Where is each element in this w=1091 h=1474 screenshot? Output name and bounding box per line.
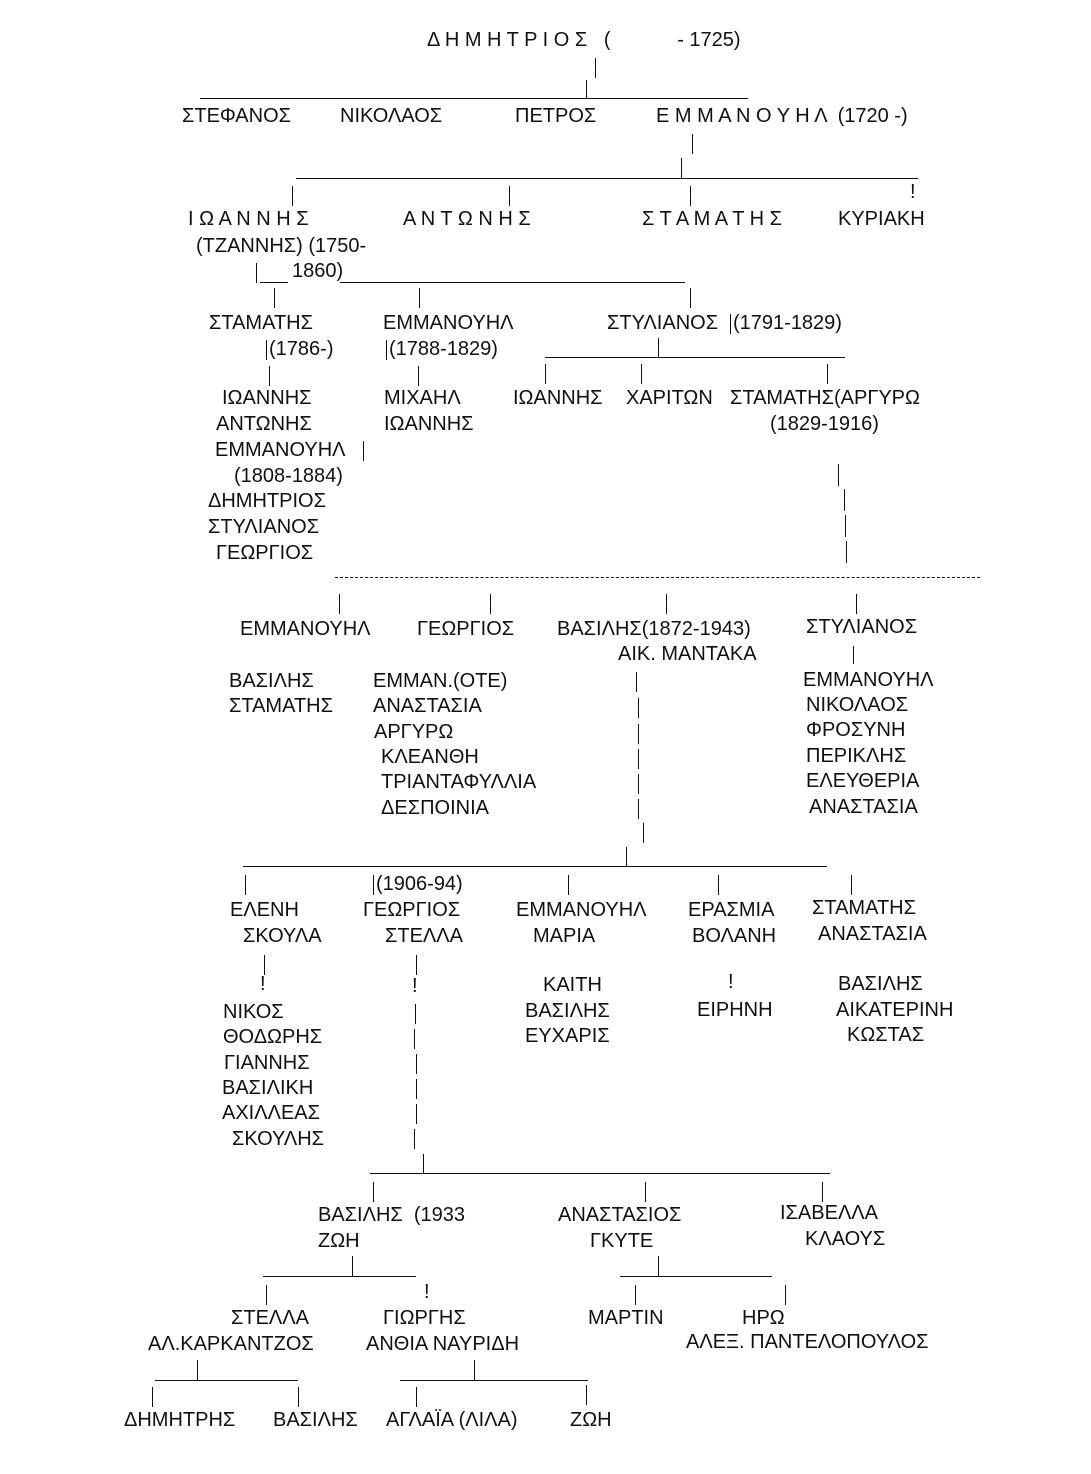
gen5-vasilis: ΒΑΣΙΛΗΣ(1872-1943) bbox=[557, 618, 751, 640]
connector bbox=[266, 1285, 267, 1305]
erasmia-mark: ! bbox=[728, 971, 734, 993]
stamatis-child: ΑΝΤΩΝΗΣ bbox=[216, 413, 312, 435]
stamatis-child: ΕΜΜΑΝΟΥΗΛ bbox=[215, 439, 346, 461]
connector bbox=[838, 464, 839, 486]
connector bbox=[416, 955, 417, 975]
erasmia-child: ΕΙΡΗΝΗ bbox=[697, 999, 773, 1021]
gen5-georgios-child: ΔΕΣΠΟΙΝΙΑ bbox=[381, 797, 489, 819]
gen2-kyriaki: ΚΥΡΙΑΚΗ bbox=[838, 208, 925, 230]
root-name: Δ Η Μ Η Τ Ρ Ι Ο Σ ( - 1725) bbox=[427, 29, 741, 51]
eleni-spouse: ΣΚΟΥΛΑ bbox=[243, 925, 322, 947]
gen5-stylianos-child: ΠΕΡΙΚΛΗΣ bbox=[806, 745, 907, 767]
eleni-child: ΓΙΑΝΝΗΣ bbox=[224, 1052, 310, 1074]
connector bbox=[636, 672, 637, 692]
gen5-stylianos-child: ΕΜΜΑΝΟΥΗΛ bbox=[803, 669, 934, 691]
gen2-stamatis: Σ Τ Α Μ Α Τ Η Σ bbox=[642, 208, 782, 230]
gen6-eleni: ΕΛΕΝΗ bbox=[230, 899, 299, 921]
gen6-stamatis-child: ΒΑΣΙΛΗΣ bbox=[838, 973, 923, 995]
gen5-georgios: ΓΕΩΡΓΙΟΣ bbox=[417, 618, 515, 640]
iro-spouse: ΑΛΕΞ. ΠΑΝΤΕΛΟΠΟΥΛΟΣ bbox=[686, 1331, 929, 1353]
connector bbox=[785, 1285, 786, 1305]
connector bbox=[638, 799, 639, 819]
connector bbox=[586, 80, 587, 98]
connector bbox=[851, 875, 852, 895]
gen6-stamatis-child: ΑΙΚΑΤΕΡΙΝΗ bbox=[836, 999, 954, 1021]
gen1-stefanos: ΣΤΕΦΑΝΟΣ bbox=[182, 105, 292, 127]
giorgis-spouse: ΑΝΘΙΑ ΝΑΥΡΙΔΗ bbox=[366, 1333, 520, 1355]
connector bbox=[595, 58, 596, 78]
connector bbox=[416, 1104, 417, 1124]
emmanouil-dates: (1788-1829) bbox=[389, 338, 498, 360]
georgios-mark: ! bbox=[412, 975, 418, 997]
ioannis-death: 1860) bbox=[292, 260, 344, 282]
gen3-stamatis: ΣΤΑΜΑΤΗΣ bbox=[209, 312, 313, 334]
connector bbox=[298, 1387, 299, 1407]
eleni-child: ΘΟΔΩΡΗΣ bbox=[223, 1026, 323, 1048]
gen6-emmanouil-child: ΒΑΣΙΛΗΣ bbox=[525, 1000, 610, 1022]
connector bbox=[690, 186, 691, 206]
connector bbox=[256, 263, 257, 283]
connector bbox=[415, 1004, 416, 1024]
gen8-stella: ΣΤΕΛΛΑ bbox=[231, 1307, 309, 1329]
connector bbox=[509, 186, 510, 206]
gen5-georgios-child: ΑΝΑΣΤΑΣΙΑ bbox=[373, 695, 482, 717]
gen5-stylianos: ΣΤΥΛΙΑΝΟΣ bbox=[806, 616, 918, 638]
gen3-stylianos: ΣΤΥΛΙΑΝΟΣ bbox=[607, 312, 719, 334]
stamatis-child-dates: (1808-1884) bbox=[234, 465, 343, 487]
gen2-line bbox=[296, 178, 918, 179]
eleni-child: ΝΙΚΟΣ bbox=[223, 1001, 284, 1023]
connector bbox=[666, 594, 667, 614]
connector bbox=[643, 823, 644, 843]
connector bbox=[414, 1129, 415, 1149]
emmanouil-child: ΜΙΧΑΗΛ bbox=[384, 387, 461, 409]
gen4-stamatis-dates: (1829-1916) bbox=[770, 413, 879, 435]
eleni-mark: ! bbox=[260, 973, 266, 995]
stamatis-child: ΓΕΩΡΓΙΟΣ bbox=[216, 542, 314, 564]
connector bbox=[856, 594, 857, 614]
connector bbox=[416, 1054, 417, 1074]
georgios-spouse: ΣΤΕΛΛΑ bbox=[385, 925, 463, 947]
connector bbox=[658, 1256, 659, 1276]
connector bbox=[269, 366, 270, 386]
gen9-zoi: ΖΩΗ bbox=[570, 1409, 612, 1431]
connector bbox=[197, 1360, 198, 1380]
gen5-stylianos-child: ΝΙΚΟΛΑΟΣ bbox=[806, 694, 909, 716]
connector bbox=[586, 1385, 587, 1405]
connector bbox=[844, 489, 845, 511]
gen9-aglaia: ΑΓΛΑΪΑ (ΛΙΛΑ) bbox=[386, 1409, 518, 1431]
gen6-line bbox=[243, 866, 827, 867]
gen6-georgios-dates: (1906-94) bbox=[376, 873, 463, 895]
connector bbox=[846, 541, 847, 563]
gen6-emmanouil-child: ΕΥΧΑΡΙΣ bbox=[525, 1025, 610, 1047]
gen2-ioannis: Ι Ω Α Ν Ν Η Σ bbox=[188, 208, 309, 230]
connector bbox=[274, 288, 275, 308]
eleni-child: ΣΚΟΥΛΗΣ bbox=[232, 1128, 325, 1150]
gen5-line bbox=[335, 577, 980, 578]
connector bbox=[638, 749, 639, 769]
gen5-emmanouil-child: ΒΑΣΙΛΗΣ bbox=[229, 670, 314, 692]
connector bbox=[416, 1079, 417, 1099]
connector bbox=[658, 338, 659, 358]
gen4-line bbox=[545, 357, 845, 358]
isavella-spouse: ΚΛΑΟΥΣ bbox=[805, 1228, 886, 1250]
gen8-line-vasilis bbox=[263, 1276, 416, 1277]
emmanouil-spouse: ΜΑΡΙΑ bbox=[533, 925, 596, 947]
gen5-emmanouil-child: ΣΤΑΜΑΤΗΣ bbox=[229, 695, 333, 717]
gen5-georgios-child: ΚΛΕΑΝΘΗ bbox=[381, 746, 479, 768]
connector bbox=[266, 340, 267, 360]
vasilis-spouse: ΑΙΚ. ΜΑΝΤΑΚΑ bbox=[618, 643, 757, 665]
connector bbox=[260, 282, 288, 283]
gen9-dimitris: ΔΗΜΗΤΡΗΣ bbox=[124, 1409, 236, 1431]
stamatis-child: ΙΩΑΝΝΗΣ bbox=[222, 387, 312, 409]
gen6-stamatis-child: ΚΩΣΤΑΣ bbox=[847, 1024, 925, 1046]
gen7-line bbox=[370, 1173, 830, 1174]
stamatis-child: ΔΗΜΗΤΡΙΟΣ bbox=[208, 490, 326, 512]
kyriaki-mark: ! bbox=[910, 181, 916, 203]
gen6-emmanouil-child: ΚΑΙΤΗ bbox=[543, 974, 602, 996]
gen1-nikolaos: ΝΙΚΟΛΑΟΣ bbox=[340, 105, 443, 127]
connector bbox=[373, 875, 374, 895]
connector bbox=[386, 340, 387, 360]
connector bbox=[419, 288, 420, 308]
stamatis-spouse: ΑΝΑΣΤΑΣΙΑ bbox=[818, 923, 927, 945]
gen5-stylianos-child: ΕΛΕΥΘΕΡΙΑ bbox=[806, 770, 920, 792]
connector bbox=[490, 594, 491, 614]
gen5-georgios-child: ΕΜΜΑΝ.(ΟΤΕ) bbox=[373, 670, 508, 692]
connector bbox=[635, 1285, 636, 1305]
connector bbox=[152, 1387, 153, 1407]
gen1-petros: ΠΕΤΡΟΣ bbox=[515, 105, 597, 127]
gen6-georgios: ΓΕΩΡΓΙΟΣ bbox=[363, 899, 461, 921]
gen9-line-giorgis bbox=[400, 1380, 588, 1381]
gen7-anastasios: ΑΝΑΣΤΑΣΙΟΣ bbox=[558, 1204, 682, 1226]
gen8-giorgis: ΓΙΩΡΓΗΣ bbox=[383, 1307, 466, 1329]
connector bbox=[822, 1182, 823, 1202]
gen8-line-anastasios bbox=[620, 1276, 772, 1277]
gen9-vasilis: ΒΑΣΙΛΗΣ bbox=[273, 1409, 358, 1431]
connector bbox=[423, 1154, 424, 1174]
gen8-iro: ΗΡΩ bbox=[742, 1307, 785, 1329]
stylianos-dates: (1791-1829) bbox=[733, 312, 842, 334]
gen6-stamatis: ΣΤΑΜΑΤΗΣ bbox=[812, 897, 916, 919]
gen6-emmanouil: ΕΜΜΑΝΟΥΗΛ bbox=[516, 899, 647, 921]
gen1-emmanouil: Ε Μ Μ Α Ν Ο Υ Η Λ (1720 -) bbox=[656, 105, 908, 127]
gen6-erasmia: ΕΡΑΣΜΙΑ bbox=[688, 899, 775, 921]
giorgis-mark: ! bbox=[424, 1281, 430, 1303]
connector bbox=[416, 1387, 417, 1407]
gen7-isavella: ΙΣΑΒΕΛΛΑ bbox=[780, 1202, 878, 1224]
erasmia-spouse: ΒΟΛΑΝΗ bbox=[692, 925, 777, 947]
gen2-antonis: Α Ν Τ Ω Ν Η Σ bbox=[403, 208, 531, 230]
connector bbox=[626, 847, 627, 867]
emmanouil-child: ΙΩΑΝΝΗΣ bbox=[384, 413, 474, 435]
gen4-ioannis: ΙΩΑΝΝΗΣ bbox=[513, 387, 603, 409]
connector bbox=[827, 364, 828, 384]
gen8-martin: ΜΑΡΤΙΝ bbox=[588, 1307, 664, 1329]
gen5-georgios-child: ΤΡΙΑΝΤΑΦΥΛΛΙΑ bbox=[381, 771, 537, 793]
gen3-emmanouil: ΕΜΜΑΝΟΥΗΛ bbox=[383, 312, 514, 334]
vasilis-spouse-zoi: ΖΩΗ bbox=[318, 1230, 360, 1252]
gen9-line-stella bbox=[155, 1380, 298, 1381]
connector bbox=[545, 364, 546, 384]
stamatis-child: ΣΤΥΛΙΑΝΟΣ bbox=[208, 516, 320, 538]
connector bbox=[474, 1360, 475, 1380]
connector bbox=[681, 158, 682, 178]
ioannis-alias: (ΤΖΑΝΝΗΣ) (1750- bbox=[196, 235, 367, 257]
anastasios-spouse: ΓΚΥΤΕ bbox=[590, 1230, 654, 1252]
connector bbox=[245, 875, 246, 895]
eleni-child: ΒΑΣΙΛΙΚΗ bbox=[222, 1077, 314, 1099]
connector bbox=[414, 1029, 415, 1049]
gen7-vasilis: ΒΑΣΙΛΗΣ (1933 bbox=[318, 1204, 466, 1226]
connector bbox=[641, 364, 642, 384]
connector bbox=[418, 366, 419, 386]
connector bbox=[845, 515, 846, 537]
connector bbox=[645, 1182, 646, 1202]
gen5-stylianos-child: ΑΝΑΣΤΑΣΙΑ bbox=[809, 796, 918, 818]
connector bbox=[690, 288, 691, 308]
stamatis-dates: (1786-) bbox=[269, 338, 334, 360]
connector bbox=[853, 646, 854, 664]
connector bbox=[352, 1256, 353, 1276]
gen4-chariton: ΧΑΡΙΤΩΝ bbox=[626, 387, 713, 409]
connector bbox=[292, 186, 293, 206]
gen3-line bbox=[340, 282, 685, 283]
connector bbox=[638, 724, 639, 744]
gen1-line bbox=[200, 98, 748, 99]
connector bbox=[638, 774, 639, 794]
gen5-georgios-child: ΑΡΓΥΡΩ bbox=[374, 721, 454, 743]
connector bbox=[638, 698, 639, 718]
gen5-stylianos-child: ΦΡΟΣΥΝΗ bbox=[806, 719, 906, 741]
connector bbox=[363, 441, 364, 461]
eleni-child: ΑΧΙΛΛΕΑΣ bbox=[222, 1102, 320, 1124]
gen4-stamatis: ΣΤΑΜΑΤΗΣ(ΑΡΓΥΡΩ bbox=[730, 387, 920, 409]
connector bbox=[339, 594, 340, 614]
connector bbox=[692, 134, 693, 154]
gen5-emmanouil: ΕΜΜΑΝΟΥΗΛ bbox=[240, 618, 371, 640]
connector bbox=[568, 875, 569, 895]
connector bbox=[373, 1182, 374, 1202]
connector bbox=[730, 314, 731, 334]
stella-spouse: ΑΛ.ΚΑΡΚΑΝΤΖΟΣ bbox=[148, 1333, 314, 1355]
connector bbox=[718, 875, 719, 895]
